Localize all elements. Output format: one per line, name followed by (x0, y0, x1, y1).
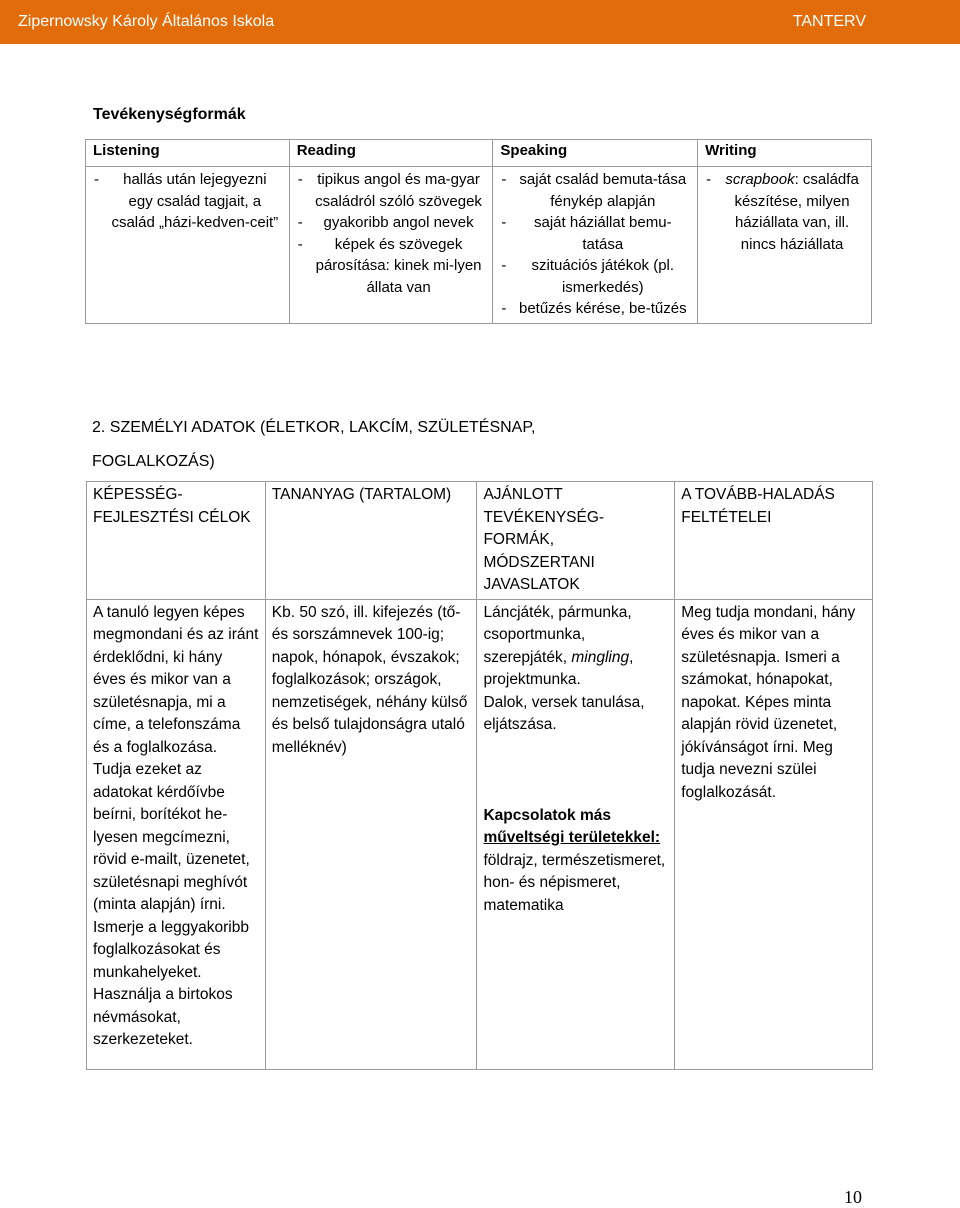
header-methods: AJÁNLOTT TEVÉKENYSÉG-FORMÁK, MÓDSZERTANI JAVASLATOK (477, 482, 675, 600)
list-item: - betűzés kérése, be-tűzés (501, 300, 687, 317)
list-item: - tipikus angol és ma-gyar családról szóló szövegek (297, 171, 482, 210)
syllabus-table (86, 481, 873, 1070)
syllabus-body-row (87, 599, 873, 1069)
methods-cell (477, 599, 675, 1069)
document-type: TANTERV (792, 13, 866, 30)
activities-body-row (86, 167, 872, 324)
col-reading: Reading (289, 140, 493, 167)
col-listening: Listening (86, 140, 290, 167)
topic-heading-line-2: FOGLALKOZÁS) (92, 453, 215, 470)
speaking-cell (493, 167, 698, 324)
scrapbook-term: scrapbook (725, 171, 795, 188)
school-name: Zipernowsky Károly Általános Iskola (18, 13, 275, 30)
methods-paragraph-1: Láncjáték, pármunka, csoportmunka, szerepjáték, mingling, projektmunka. (483, 603, 634, 688)
list-item: - hallás után lejegyezni egy család tagjait, a család „házi-kedven-ceit” (94, 171, 279, 231)
col-speaking: Speaking (493, 140, 698, 167)
content-cell: Kb. 50 szó, ill. kifejezés (tő- és sorszámnevek 100-ig; napok, hónapok, évszakok; foglalkozások; országok, nemzetiségek, néhány külső és belső tulajdonságra utaló melléknév) (265, 599, 477, 1069)
header-content: TANANYAG (TARTALOM) (265, 482, 477, 600)
connections-label: Kapcsolatok más (483, 806, 611, 824)
page-number: 10 (844, 1187, 862, 1207)
header-conditions: A TOVÁBB-HALADÁS FELTÉTELEI (675, 482, 873, 600)
goals-cell: A tanuló legyen képes megmondani és az iránt érdeklődni, ki hány éves és mikor van a születésnapja, mi a címe, a telefonszáma és a foglalkozása. Tudja ezeket az adatokat kérdőívbe beírni, borítékot he-lyesen megcímezni, rövid e-mailt, üzenetet, születésnapi meghívót (minta alapján) írni. Ismerje a leggyakoribb foglalkozásokat és munkahelyeket. Használja a birtokos névmásokat, szerkezeteket. (87, 599, 266, 1069)
spacer (483, 737, 668, 805)
connections-subjects: földrajz, természetismeret, hon- és népismeret, matematika (483, 851, 666, 914)
syllabus-header-row (87, 482, 873, 600)
list-item: - saját család bemuta-tása fénykép alapján (501, 171, 687, 210)
writing-cell (698, 167, 872, 324)
list-item: - szituációs játékok (pl. ismerkedés) (501, 257, 675, 296)
list-item: - scrapbook: családfa készítése, milyen háziállata van, ill. nincs háziállata (706, 171, 859, 253)
page-header (0, 0, 960, 44)
reading-cell (289, 167, 493, 324)
list-item: - saját háziállat bemu-tatása (501, 214, 672, 253)
conditions-cell: Meg tudja mondani, hány éves és mikor van a születésnapja. Ismeri a számokat, hónapokat, napokat. Képes minta alapján rövid üzenetet, jókívánságot írni. Meg tudja nevezni szülei foglalkozását. (675, 599, 873, 1069)
header-goals: KÉPESSÉG-FEJLESZTÉSI CÉLOK (87, 482, 266, 600)
activities-header-row (86, 140, 872, 167)
col-writing: Writing (698, 140, 872, 167)
topic-heading (92, 411, 692, 479)
activities-heading: Tevékenységformák (93, 106, 246, 123)
list-item: - gyakoribb angol nevek (297, 214, 474, 231)
list-item: - képek és szövegek párosítása: kinek mi-lyen állata van (297, 235, 482, 296)
connections-label-underlined: műveltségi területekkel: (483, 829, 661, 846)
listening-cell (86, 167, 290, 324)
methods-paragraph-2: Dalok, versek tanulása, eljátszása. (483, 693, 645, 733)
topic-heading-line-1: 2. SZEMÉLYI ADATOK (ÉLETKOR, LAKCÍM, SZÜLETÉSNAP, (92, 419, 536, 436)
activities-table (85, 139, 872, 324)
